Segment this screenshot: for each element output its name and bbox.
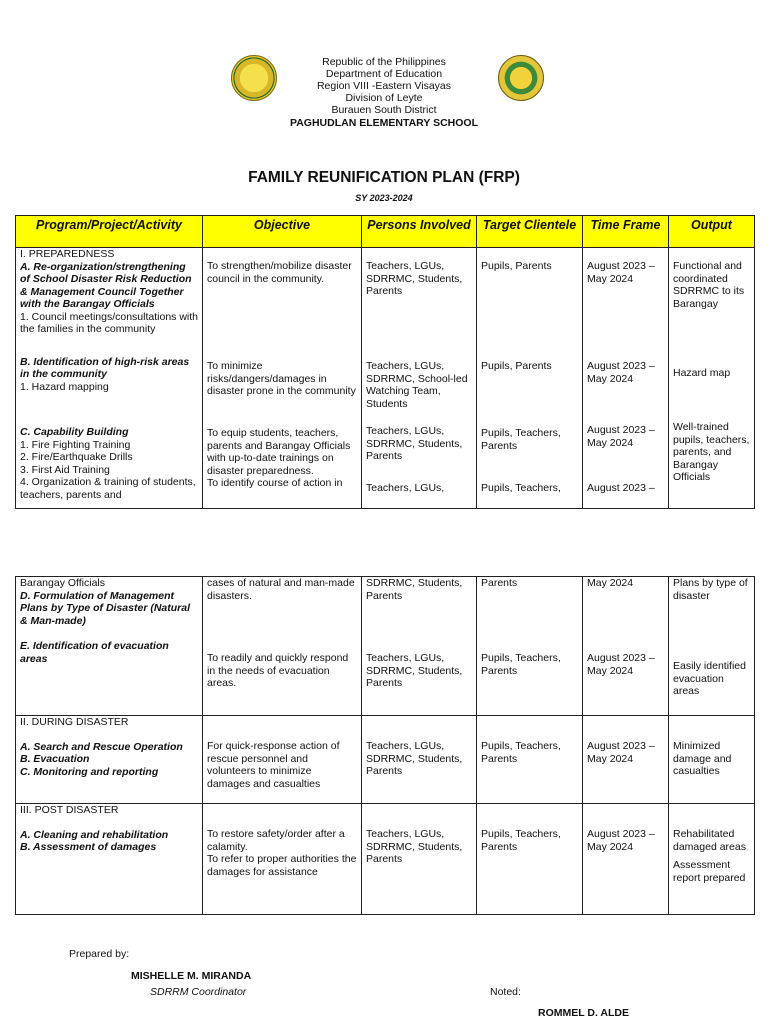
output-cell	[669, 804, 755, 915]
persons-text: Teachers, LGUs, SDRRMC, Students, Parents	[366, 652, 463, 689]
output-text: Functional and coordinated SDRRMC to its Barangay	[673, 260, 745, 310]
header-line: Division of Leyte	[345, 92, 423, 104]
col-header-program: Program/Project/Activity	[16, 216, 203, 248]
header-line: Burauen South District	[331, 104, 437, 116]
objective-cell	[203, 248, 362, 509]
activity-title: B. Assessment of damages	[20, 841, 157, 853]
output-cell	[669, 248, 755, 509]
activity-title: A. Re-organization/strengthening of School Disaster Risk Reduction & Management Council Together with the Barangay Officials	[20, 260, 192, 310]
objective-text: To identify course of action in	[207, 477, 343, 489]
time-text: August 2023 – May 2024	[587, 360, 655, 385]
persons-cell: Teachers, LGUs, SDRRMC, Students, Parents	[362, 804, 477, 915]
activity-title: A. Cleaning and rehabilitation	[20, 828, 169, 841]
header-line: Department of Education	[325, 68, 443, 80]
page-title: FAMILY REUNIFICATION PLAN (FRP)	[248, 169, 520, 186]
output-cell: Minimized damage and casualties	[669, 716, 755, 804]
time-text: August 2023 –	[587, 482, 655, 494]
noted-label: Noted:	[490, 986, 521, 998]
program-cell	[16, 804, 203, 915]
persons-cell	[362, 577, 477, 716]
persons-text: Teachers, LGUs, SDRRMC, Students, Parents	[366, 260, 463, 297]
header-line: Republic of the Philippines	[322, 56, 446, 68]
objective-cell	[203, 804, 362, 915]
school-year: SY 2023-2024	[355, 193, 413, 203]
time-text: May 2024	[587, 577, 634, 589]
objective-cell: For quick-response action of rescue personnel and volunteers to minimize damages and casualties	[203, 716, 362, 804]
activity-title: C. Capability Building	[20, 426, 129, 438]
col-header-time: Time Frame	[583, 216, 669, 248]
plan-table-page-1	[15, 215, 755, 509]
output-text: Plans by type of disaster	[673, 577, 748, 602]
output-text: Rehabilitated damaged areas	[673, 828, 746, 853]
objective-text: To equip students, teachers, parents and Barangay Officials with up-to-date trainings on disaster preparedness.	[207, 427, 351, 477]
time-cell	[583, 577, 669, 716]
persons-text: Teachers, LGUs,	[366, 482, 445, 494]
objective-text: To restore safety/order after a calamity.	[207, 828, 345, 853]
activity-title: D. Formulation of Management Plans by Type of Disaster (Natural & Man-made)	[20, 589, 190, 627]
objective-text: To readily and quickly respond in the needs of evacuation areas.	[207, 652, 349, 689]
activity-item: 1. Hazard mapping	[20, 380, 109, 393]
target-text: Pupils, Parents	[481, 360, 552, 372]
target-text: Pupils, Teachers, Parents	[481, 427, 561, 452]
objective-text: To minimize risks/dangers/damages in disaster prone in the community	[207, 360, 356, 397]
time-text: August 2023 – May 2024	[587, 652, 655, 677]
noted-name: ROMMEL D. ALDE	[538, 1007, 629, 1019]
time-cell	[583, 248, 669, 509]
section-label: I. PREPAREDNESS	[20, 248, 115, 260]
header-line: Region VIII -Eastern Visayas	[316, 80, 452, 92]
persons-text: SDRRMC, Students, Parents	[366, 577, 463, 602]
output-text: Well-trained pupils, teachers, parents, and Barangay Officials	[673, 421, 750, 483]
activity-item: Barangay Officials	[20, 577, 106, 589]
target-cell	[477, 248, 583, 509]
output-text: Hazard map	[673, 367, 731, 379]
target-cell: Pupils, Teachers, Parents	[477, 716, 583, 804]
target-cell: Pupils, Teachers, Parents	[477, 804, 583, 915]
time-cell: August 2023 – May 2024	[583, 716, 669, 804]
col-header-output: Output	[669, 216, 755, 248]
school-name: PAGHUDLAN ELEMENTARY SCHOOL	[289, 117, 479, 129]
activity-title: A. Search and Rescue Operation	[20, 740, 183, 753]
objective-text: To refer to proper authorities the damages for assistance	[207, 853, 357, 878]
activity-item: 3. First Aid Training	[20, 463, 110, 476]
output-text: Assessment report prepared	[673, 859, 746, 884]
activity-item: 1. Council meetings/consultations with the families in the community	[20, 310, 199, 335]
time-text: August 2023 – May 2024	[587, 260, 655, 285]
objective-text: To strengthen/mobilize disaster council in the community.	[207, 260, 352, 285]
output-text: Easily identified evacuation areas	[673, 660, 746, 697]
target-text: Parents	[481, 577, 518, 589]
output-cell	[669, 577, 755, 716]
time-cell: August 2023 – May 2024	[583, 804, 669, 915]
target-cell	[477, 577, 583, 716]
activity-item: 1. Fire Fighting Training	[20, 438, 131, 451]
program-cell	[16, 248, 203, 509]
activity-title: C. Monitoring and reporting	[20, 765, 159, 778]
persons-cell	[362, 248, 477, 509]
section-label: II. DURING DISASTER	[20, 716, 129, 728]
objective-cell	[203, 577, 362, 716]
target-text: Pupils, Teachers, Parents	[481, 652, 561, 677]
col-header-objective: Objective	[203, 216, 362, 248]
plan-table-page-2	[15, 576, 755, 915]
target-text: Pupils, Parents	[481, 260, 552, 272]
activity-title: E. Identification of evacuation areas	[20, 640, 169, 665]
activity-title: B. Identification of high-risk areas in the community	[20, 355, 190, 380]
persons-cell: Teachers, LGUs, SDRRMC, Students, Parents	[362, 716, 477, 804]
program-cell	[16, 716, 203, 804]
persons-text: Teachers, LGUs, SDRRMC, Students, Parents	[366, 425, 463, 462]
col-header-persons: Persons Involved	[362, 216, 477, 248]
section-label: III. POST DISASTER	[20, 804, 119, 816]
time-text: August 2023 – May 2024	[587, 424, 655, 449]
col-header-target: Target Clientele	[477, 216, 583, 248]
target-text: Pupils, Teachers,	[481, 482, 561, 494]
prepared-by-name: MISHELLE M. MIRANDA	[131, 970, 252, 982]
prepared-by-role: SDRRM Coordinator	[150, 986, 247, 998]
prepared-by-label: Prepared by:	[69, 948, 130, 960]
program-cell	[16, 577, 203, 716]
activity-item: 2. Fire/Earthquake Drills	[20, 451, 133, 463]
objective-text: cases of natural and man-made disasters.	[207, 577, 355, 602]
activity-title: B. Evacuation	[20, 753, 90, 765]
activity-item: 4. Organization & training of students, teachers, parents and	[20, 476, 196, 501]
persons-text: Teachers, LGUs, SDRRMC, School-led Watching Team, Students	[366, 360, 468, 410]
